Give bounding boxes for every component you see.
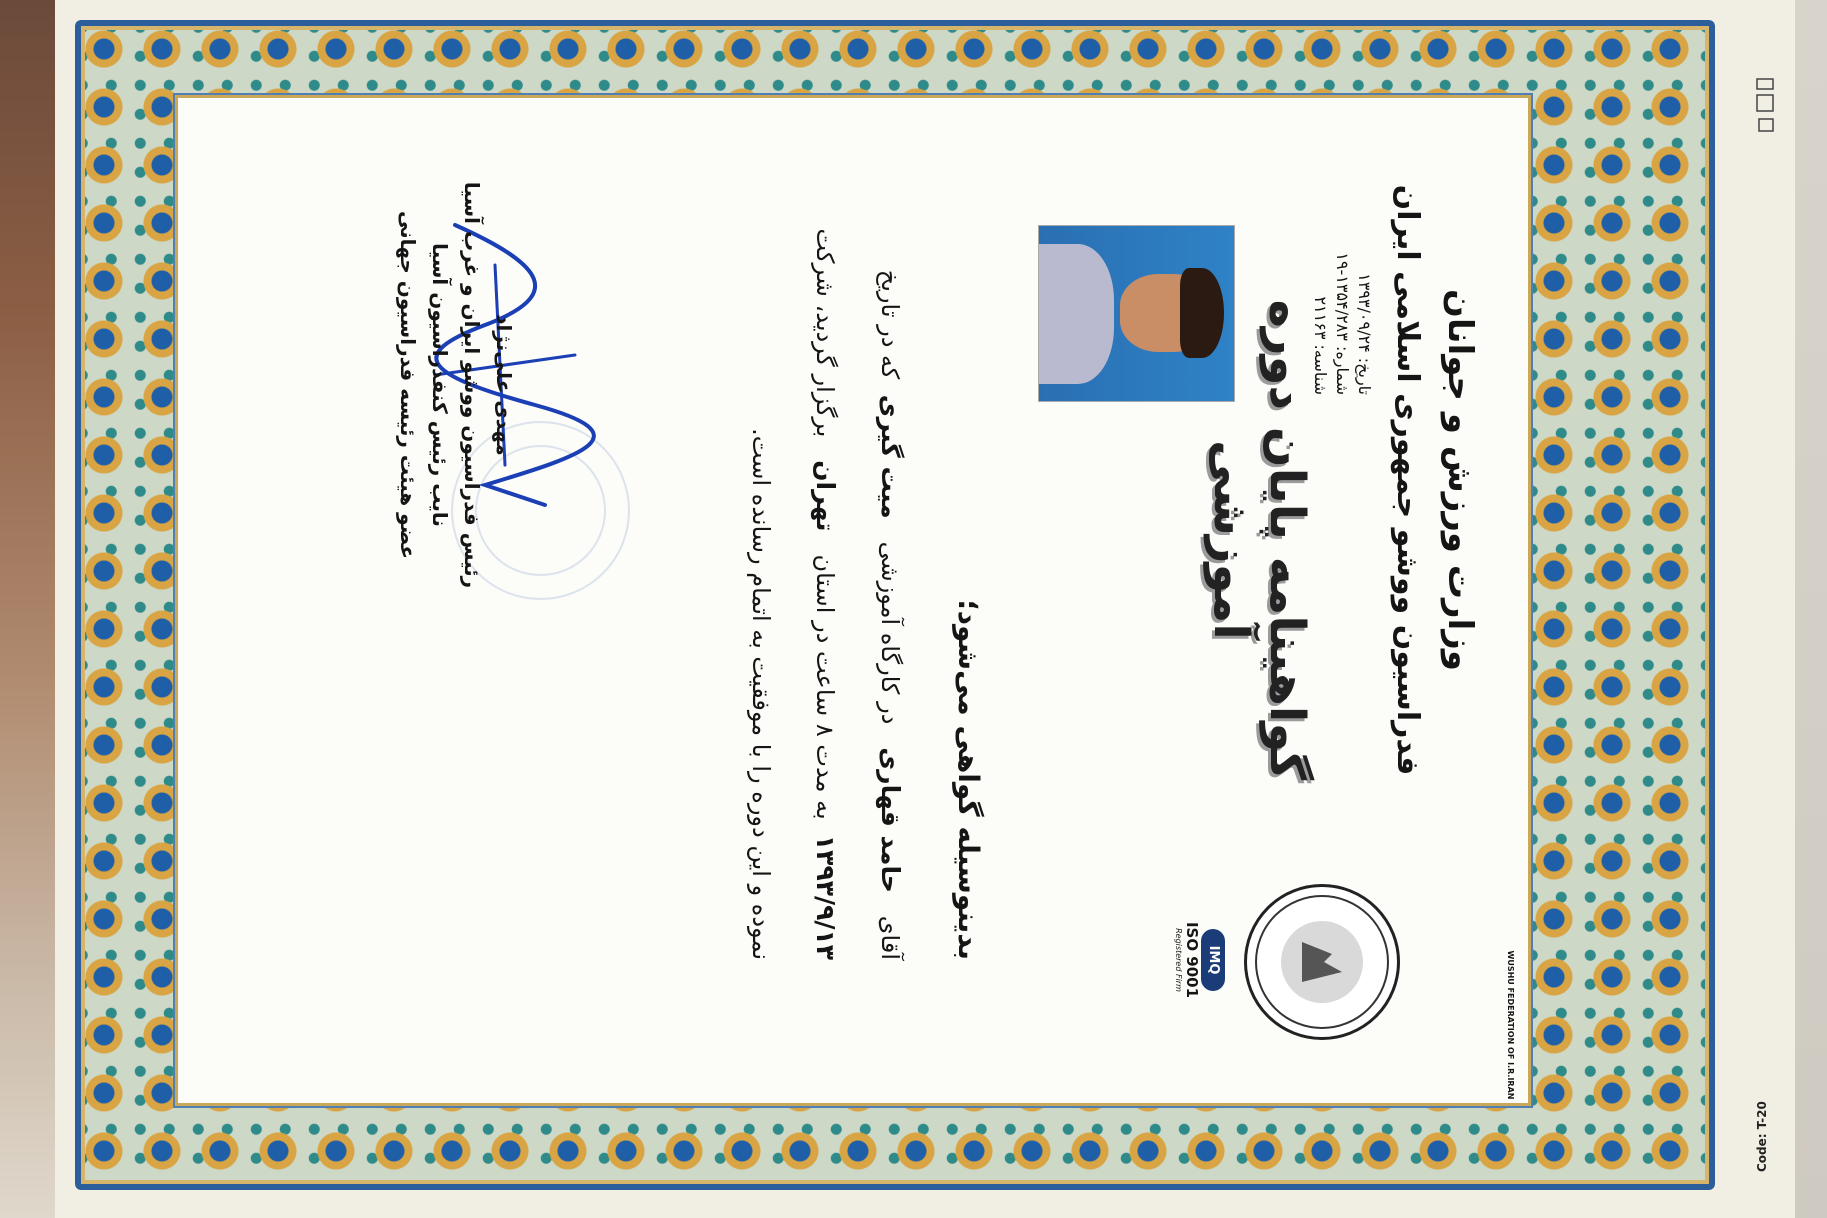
certificate-title: گواهینامه پایان دوره آموزشی	[1203, 299, 1315, 781]
statement: بدینوسیله گواهی می‌شود؛	[952, 599, 985, 960]
document-meta	[1309, 135, 1375, 395]
number-label: شماره:	[1333, 345, 1352, 395]
body-line-1	[876, 270, 905, 960]
background-carpet	[0, 0, 60, 1218]
certificate-content	[175, 95, 1525, 1100]
federation-heading: فدراسیون ووشو جمهوری اسلامی ایران	[1390, 184, 1425, 776]
duration-text: به مدت ۸ ساعت در استان	[811, 554, 839, 820]
iso-badge	[1174, 915, 1225, 1005]
imq-logo: IMQ	[1201, 929, 1225, 991]
signer-title-2: نایب رئیس کنفدراسیون آسیا	[428, 243, 452, 527]
signer-title-3: عضو هیئت رئیسه فدراسیون جهانی	[396, 210, 420, 560]
id-label: شناسه:	[1311, 344, 1330, 395]
iso-number: ISO 9001	[1183, 921, 1201, 999]
line2-suffix: برگزار گردید، شرکت	[811, 228, 839, 438]
signer-title-1: رئیس فدراسیون ووشو ایران و غرب آسیا	[460, 181, 484, 589]
ministry-heading: وزارت ورزش و جوانان	[1440, 289, 1480, 671]
course-name: میت گیری	[876, 394, 905, 519]
workshop-label: در کارگاه آموزشی	[876, 541, 904, 725]
number-value: ۱۹-۱۳۵۴/۲۸۳	[1333, 252, 1352, 341]
date-value: ۱۳۹۳/۰۹/۲۴	[1355, 273, 1374, 353]
martial-artists-icon	[1292, 932, 1352, 992]
signer-name: مهدی علی‌نژاد	[492, 314, 516, 456]
date-label: تاریخ:	[1355, 357, 1374, 395]
iso-registered: Registered Firm	[1174, 928, 1183, 992]
body-line-2	[811, 229, 840, 961]
id-value: ۲۱۱۶۳	[1311, 296, 1330, 340]
federation-seal-icon	[1244, 884, 1400, 1040]
line1-suffix: که در تاریخ	[876, 269, 904, 380]
honorific: آقای	[876, 915, 904, 960]
publisher-logo-icon	[1755, 75, 1777, 135]
signatory-block	[392, 175, 520, 595]
province-name: تهران	[811, 460, 840, 532]
body-line-3: نموده و این دوره را با موفقیت به اتمام رسانده است.	[747, 428, 775, 960]
recipient-name: حامد قهاری	[876, 747, 905, 893]
course-date: ۱۳۹۳/۹/۱۳	[811, 834, 840, 960]
seal-caption: WUSHU FEDERATION OF I.R.IRAN	[1506, 950, 1515, 1100]
portrait-photo	[1038, 225, 1235, 402]
form-code-text: Code: T-20	[1755, 1101, 1769, 1172]
form-code	[1747, 1000, 1777, 1190]
